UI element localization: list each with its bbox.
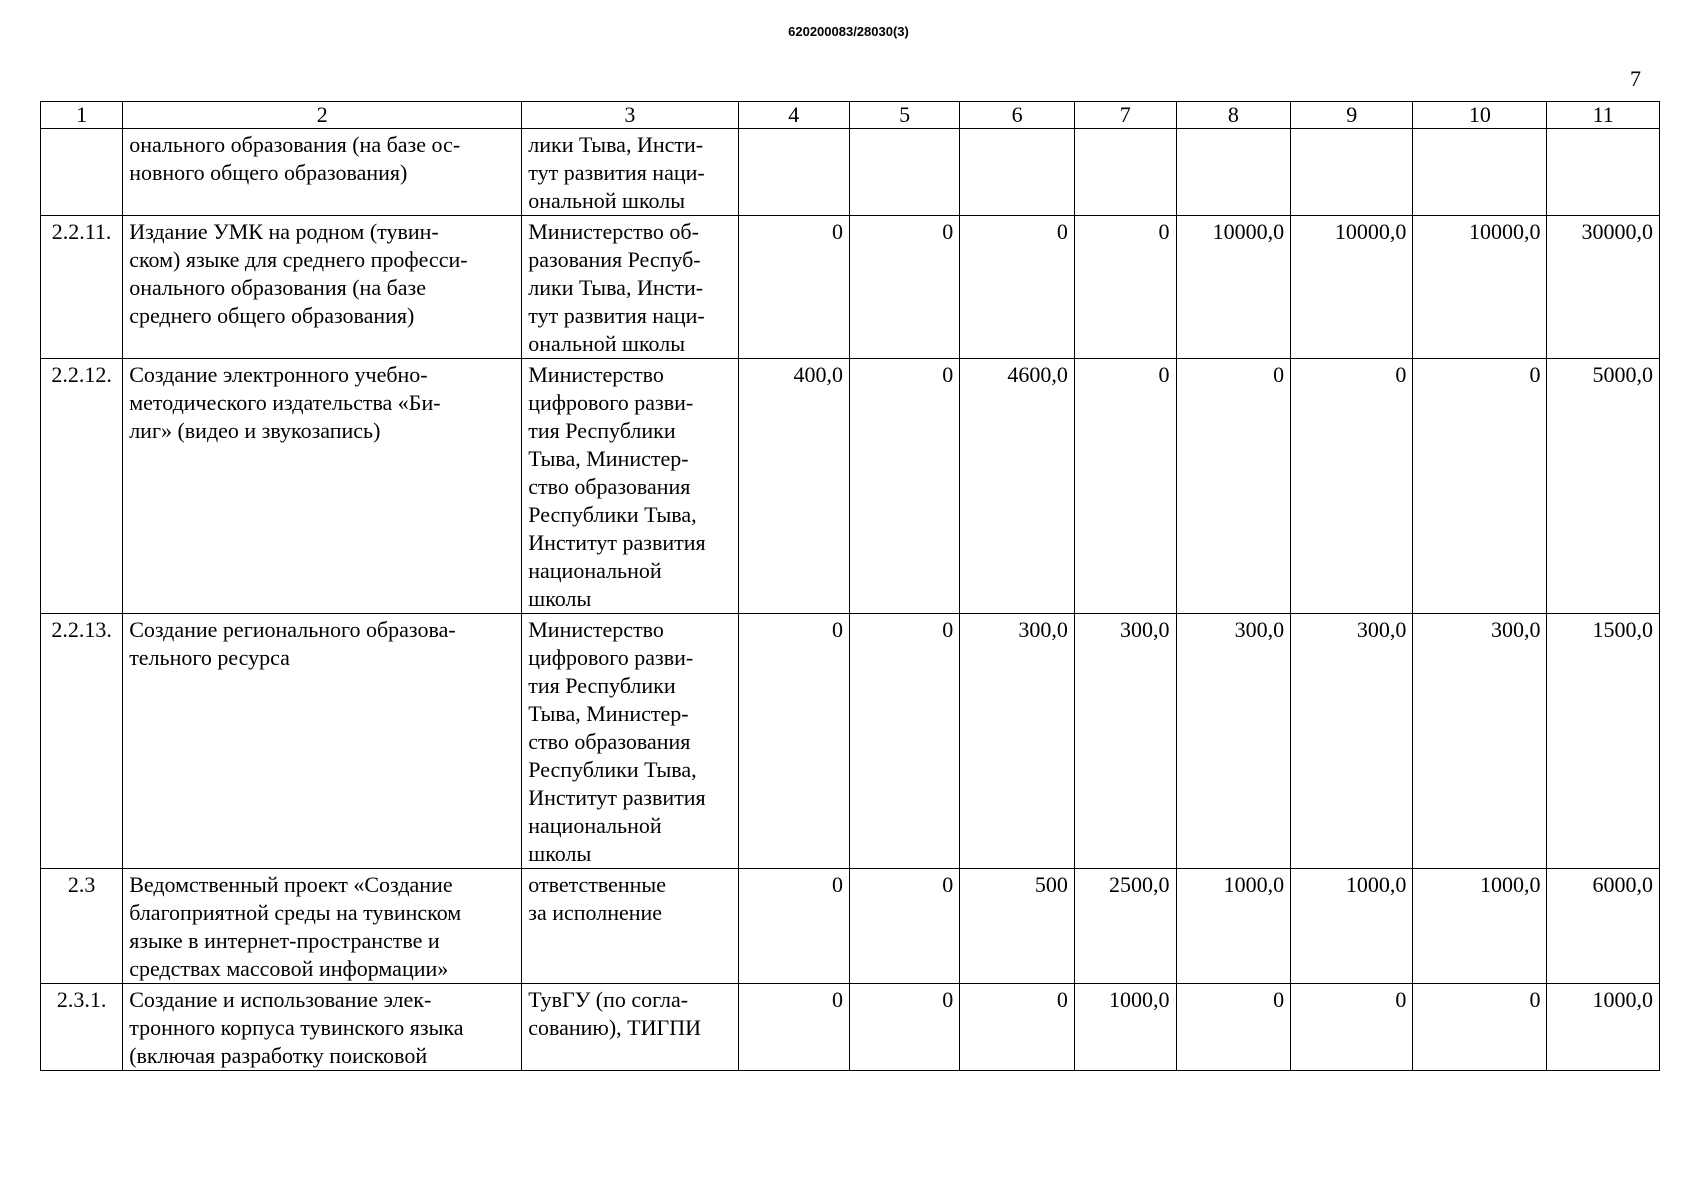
row-value: 0 xyxy=(1413,984,1547,1071)
column-header: 7 xyxy=(1074,102,1176,129)
row-value: 0 xyxy=(738,614,849,869)
row-value: 5000,0 xyxy=(1547,359,1660,614)
row-value xyxy=(849,129,959,216)
row-code: 2.3.1. xyxy=(41,984,123,1071)
row-value: 0 xyxy=(849,359,959,614)
row-name: Создание регионального образова- тельного ресурса xyxy=(123,614,522,869)
row-value: 0 xyxy=(738,984,849,1071)
row-value: 0 xyxy=(849,984,959,1071)
row-value: 4600,0 xyxy=(960,359,1075,614)
row-value: 300,0 xyxy=(1413,614,1547,869)
row-value: 1000,0 xyxy=(1291,869,1413,984)
row-responsible: Министерство об- разования Респуб- лики Тыва, Инсти- тут развития наци- ональной школы xyxy=(522,216,738,359)
table-row xyxy=(41,359,1660,614)
column-header: 6 xyxy=(960,102,1075,129)
row-value: 0 xyxy=(1074,359,1176,614)
program-table xyxy=(40,101,1660,1071)
column-header: 9 xyxy=(1291,102,1413,129)
row-value: 0 xyxy=(1176,359,1291,614)
row-code xyxy=(41,129,123,216)
row-value: 0 xyxy=(738,216,849,359)
table-row xyxy=(41,216,1660,359)
row-name: Издание УМК на родном (тувин- ском) языке для среднего професси- онального образования (на базе среднего общего образования) xyxy=(123,216,522,359)
row-responsible: ТувГУ (по согла- сованию), ТИГПИ xyxy=(522,984,738,1071)
row-value: 1000,0 xyxy=(1547,984,1660,1071)
row-value: 300,0 xyxy=(1291,614,1413,869)
row-responsible: Министерство цифрового разви- тия Республики Тыва, Министер- ство образования Республики Тыва, Институт развития национальной школы xyxy=(522,359,738,614)
row-name: Создание и использование элек- тронного корпуса тувинского языка (включая разработку поисковой xyxy=(123,984,522,1071)
row-code: 2.3 xyxy=(41,869,123,984)
row-value xyxy=(738,129,849,216)
table-row xyxy=(41,869,1660,984)
row-name: Создание электронного учебно- методического издательства «Би- лиг» (видео и звукозапись) xyxy=(123,359,522,614)
column-header: 1 xyxy=(41,102,123,129)
column-header: 2 xyxy=(123,102,522,129)
row-value: 500 xyxy=(960,869,1075,984)
row-value: 300,0 xyxy=(960,614,1075,869)
row-value: 1000,0 xyxy=(1176,869,1291,984)
row-value: 0 xyxy=(960,984,1075,1071)
row-value: 0 xyxy=(849,614,959,869)
row-responsible: лики Тыва, Инсти- тут развития наци- ональной школы xyxy=(522,129,738,216)
row-value: 0 xyxy=(1074,216,1176,359)
row-value xyxy=(1291,129,1413,216)
column-header: 4 xyxy=(738,102,849,129)
column-header: 5 xyxy=(849,102,959,129)
row-value: 400,0 xyxy=(738,359,849,614)
table-row xyxy=(41,129,1660,216)
page-number: 7 xyxy=(1630,66,1641,91)
row-value xyxy=(1074,129,1176,216)
document-id: 620200083/28030(3) xyxy=(788,24,909,39)
row-value: 6000,0 xyxy=(1547,869,1660,984)
row-value: 0 xyxy=(738,869,849,984)
column-header: 3 xyxy=(522,102,738,129)
row-value: 0 xyxy=(849,216,959,359)
row-value: 10000,0 xyxy=(1413,216,1547,359)
column-header: 11 xyxy=(1547,102,1660,129)
table-header-row xyxy=(41,102,1660,129)
column-header: 8 xyxy=(1176,102,1291,129)
column-header: 10 xyxy=(1413,102,1547,129)
table-row xyxy=(41,614,1660,869)
row-value: 30000,0 xyxy=(1547,216,1660,359)
row-value: 300,0 xyxy=(1074,614,1176,869)
row-name: Ведомственный проект «Создание благоприятной среды на тувинском языке в интернет-пространстве и средствах массовой информации» xyxy=(123,869,522,984)
row-responsible: Министерство цифрового разви- тия Республики Тыва, Министер- ство образования Республики Тыва, Институт развития национальной школы xyxy=(522,614,738,869)
row-code: 2.2.12. xyxy=(41,359,123,614)
row-value xyxy=(1176,129,1291,216)
row-value: 0 xyxy=(1291,359,1413,614)
row-name: онального образования (на базе ос- новного общего образования) xyxy=(123,129,522,216)
row-value: 2500,0 xyxy=(1074,869,1176,984)
row-value: 1500,0 xyxy=(1547,614,1660,869)
table-row xyxy=(41,984,1660,1071)
row-value: 0 xyxy=(1176,984,1291,1071)
row-value: 0 xyxy=(960,216,1075,359)
row-value: 1000,0 xyxy=(1074,984,1176,1071)
row-value: 1000,0 xyxy=(1413,869,1547,984)
row-value xyxy=(960,129,1075,216)
row-code: 2.2.11. xyxy=(41,216,123,359)
row-value: 300,0 xyxy=(1176,614,1291,869)
row-value xyxy=(1547,129,1660,216)
row-value: 10000,0 xyxy=(1176,216,1291,359)
row-value: 0 xyxy=(1413,359,1547,614)
row-value: 0 xyxy=(849,869,959,984)
row-value: 10000,0 xyxy=(1291,216,1413,359)
row-value: 0 xyxy=(1291,984,1413,1071)
row-responsible: ответственные за исполнение xyxy=(522,869,738,984)
row-code: 2.2.13. xyxy=(41,614,123,869)
row-value xyxy=(1413,129,1547,216)
